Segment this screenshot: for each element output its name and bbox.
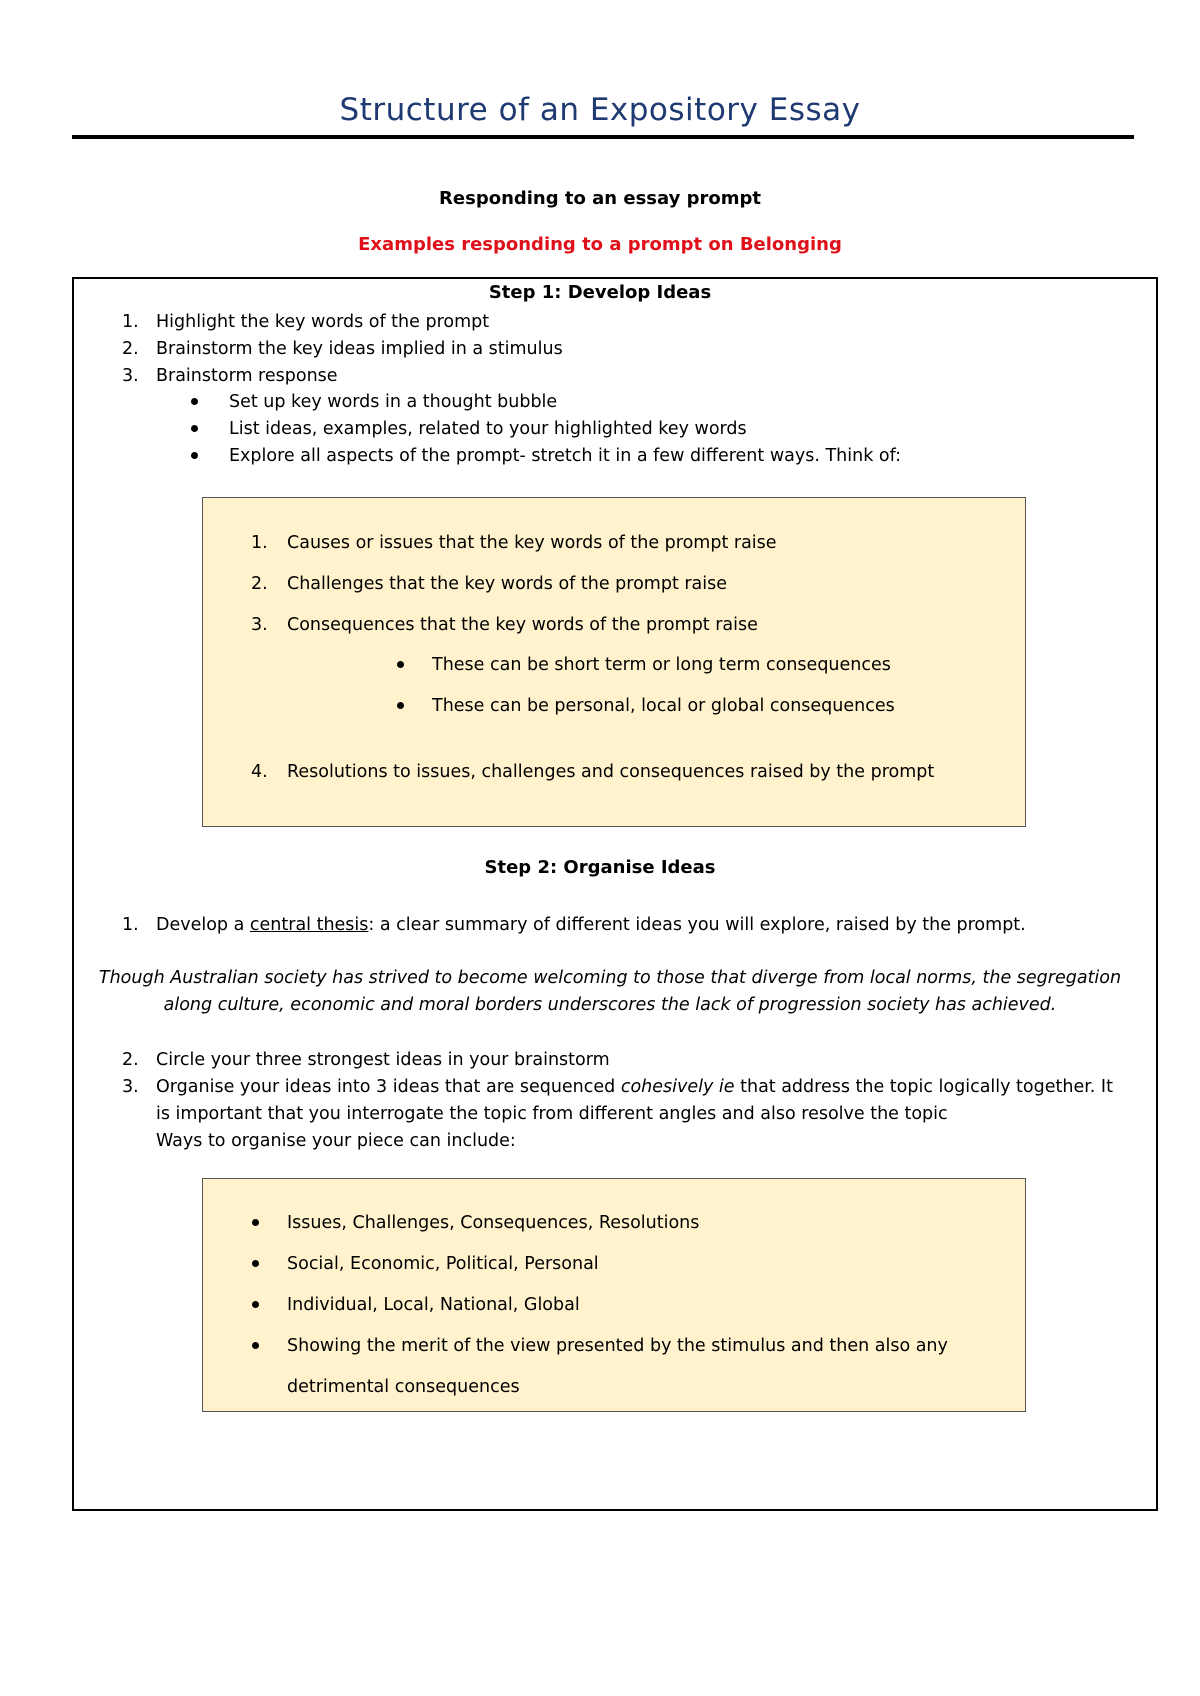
step1-bullet: Explore all aspects of the prompt- stretch it in a few different ways. Think of: (229, 446, 902, 466)
box-item-text: Challenges that the key words of the prompt raise (287, 574, 728, 594)
step1-bullet: List ideas, examples, related to your highlighted key words (229, 419, 747, 439)
bullet-icon (397, 661, 404, 668)
step2-item-text-cont: Ways to organise your piece can include: (156, 1131, 516, 1151)
box-bullet: Social, Economic, Political, Personal (287, 1254, 599, 1274)
page-title: Structure of an Expository Essay (339, 92, 861, 128)
step1-item-text: Brainstorm the key ideas implied in a stimulus (156, 339, 563, 359)
step1-item-text: Brainstorm response (156, 366, 338, 386)
box-item-number: 1. (251, 533, 268, 553)
step2-item-number: 2. (122, 1050, 139, 1070)
step1-item-number: 2. (122, 339, 139, 359)
bullet-icon (252, 1301, 259, 1308)
thesis-example-line: Though Australian society has strived to become welcoming to those that diverge from local norms, the segregation (98, 968, 1122, 988)
bullet-icon (252, 1260, 259, 1267)
bullet-icon (252, 1342, 259, 1349)
box-bullet-cont: detrimental consequences (287, 1377, 520, 1397)
step2-item-text: Circle your three strongest ideas in your brainstorm (156, 1050, 610, 1070)
subtitle-examples: Examples responding to a prompt on Belonging (358, 234, 842, 255)
bullet-icon (191, 398, 198, 405)
thesis-example-line: along culture, economic and moral borders underscores the lack of progression society has achieved. (163, 995, 1057, 1015)
step2-item-text: Organise your ideas into 3 ideas that are sequenced cohesively ie that address the topic logically together. It (156, 1077, 1113, 1097)
subtitle: Responding to an essay prompt (439, 188, 761, 209)
step1-item-number: 3. (122, 366, 139, 386)
step1-item-number: 1. (122, 312, 139, 332)
box-item-number: 4. (251, 762, 268, 782)
central-thesis-term: central thesis (249, 915, 369, 935)
box-item-text: Resolutions to issues, challenges and consequences raised by the prompt (287, 762, 935, 782)
box-bullet: Showing the merit of the view presented by the stimulus and then also any (287, 1336, 948, 1356)
step1-bullet: Set up key words in a thought bubble (229, 392, 558, 412)
step2-item-number: 1. (122, 915, 139, 935)
bullet-icon (191, 425, 198, 432)
cohesively-term: cohesively ie (620, 1077, 735, 1097)
box-sub-bullet: These can be personal, local or global consequences (432, 696, 895, 716)
step2-heading: Step 2: Organise Ideas (484, 857, 716, 878)
step2-item-number: 3. (122, 1077, 139, 1097)
box-sub-bullet: These can be short term or long term consequences (432, 655, 891, 675)
box-bullet: Issues, Challenges, Consequences, Resolutions (287, 1213, 700, 1233)
bullet-icon (191, 452, 198, 459)
box-item-number: 2. (251, 574, 268, 594)
step2-item-text-cont: is important that you interrogate the topic from different angles and also resolve the topic (156, 1104, 948, 1124)
title-underline (72, 135, 1134, 139)
box-item-text: Causes or issues that the key words of the prompt raise (287, 533, 777, 553)
step1-item-text: Highlight the key words of the prompt (156, 312, 490, 332)
bullet-icon (252, 1219, 259, 1226)
box-item-number: 3. (251, 615, 268, 635)
step1-heading: Step 1: Develop Ideas (488, 282, 712, 303)
step2-item-text: Develop a central thesis: a clear summary of different ideas you will explore, raised by the prompt. (156, 915, 1026, 935)
box-item-text: Consequences that the key words of the prompt raise (287, 615, 758, 635)
box-bullet: Individual, Local, National, Global (287, 1295, 580, 1315)
bullet-icon (397, 702, 404, 709)
